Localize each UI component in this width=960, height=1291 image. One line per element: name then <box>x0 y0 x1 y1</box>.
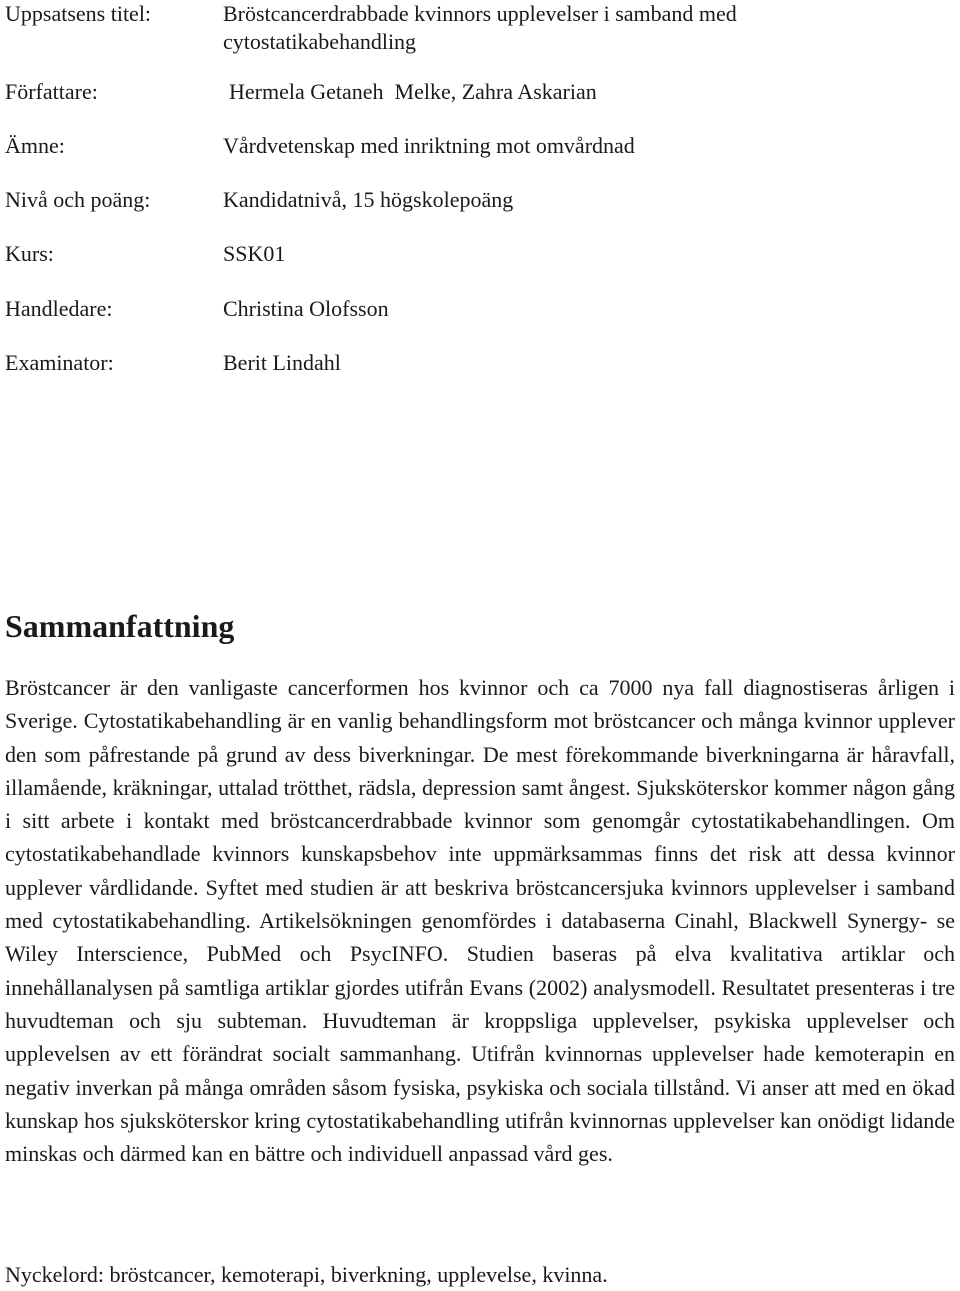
abstract-body: Bröstcancer är den vanligaste cancerformen hos kvinnor och ca 7000 nya fall diagnostiseras årligen i Sverige. Cytostatikabehandling är en vanlig behandlingsform mot bröstcancer och många kvinnor upplever den som påfrestande på grund av dess biverkningar. De mest förekommande biverkningarna är håravfall, illamående, kräkningar, uttalad trötthet, rädsla, depression samt ångest. Sjuksköterskor kommer någon gång i sitt arbete i kontakt med bröstcancerdrabbade kvinnor som genomgår cytostatikabehandlingen. Om cytostatikabehandlade kvinnors kunskapsbehov inte uppmärksammas finns det risk att dessa kvinnor upplever vårdlidande. Syftet med studien är att beskriva bröstcancersjuka kvinnors upplevelser i samband med cytostatikabehandling. Artikelsökningen genomfördes i databaserna Cinahl, Blackwell Synergy- se Wiley Interscience, PubMed och PsycINFO. Studien baseras på elva kvalitativa artiklar och innehållanalysen på samtliga artiklar gjordes utifrån Evans (2002) analysmodell. Resultatet presenteras i tre huvudteman och sju subteman. Huvudteman är kroppsliga upplevelser, psykiska upplevelser och upplevelsen av ett förändrat socialt sammanhang. Utifrån kvinnornas upplevelser hade kemoterapin en negativ inverkan på många områden såsom fysiska, psykiska och sociala tillstånd. Vi anser att med en ökad kunskap hos sjuksköterskor kring cytostatikabehandling utifrån kvinnornas upplevelser kan onödigt lidande minskas och därmed kan en bättre och individuell anpassad vård ges. <box>5 675 955 1167</box>
subject-value: Vårdvetenskap med inriktning mot omvårdnad <box>223 133 635 158</box>
level-label: Nivå och poäng: <box>5 187 151 212</box>
supervisor-value: Christina Olofsson <box>223 296 389 321</box>
course-label: Kurs: <box>5 241 54 266</box>
subject-label: Ämne: <box>5 133 65 158</box>
title-label: Uppsatsens titel: <box>5 1 152 26</box>
examiner-label: Examinator: <box>5 350 114 375</box>
keywords: Nyckelord: bröstcancer, kemoterapi, biverkning, upplevelse, kvinna. <box>5 1262 608 1287</box>
authors-value: Hermela Getaneh Melke, Zahra Askarian <box>229 79 597 104</box>
level-value: Kandidatnivå, 15 högskolepoäng <box>223 187 514 212</box>
course-value: SSK01 <box>223 241 286 266</box>
supervisor-label: Handledare: <box>5 296 113 321</box>
examiner-value: Berit Lindahl <box>223 350 341 375</box>
title-value: Bröstcancerdrabbade kvinnors upplevelser i samband med cytostatikabehandling <box>223 1 737 54</box>
authors-label: Författare: <box>5 79 98 104</box>
abstract-heading: Sammanfattning <box>5 608 235 644</box>
